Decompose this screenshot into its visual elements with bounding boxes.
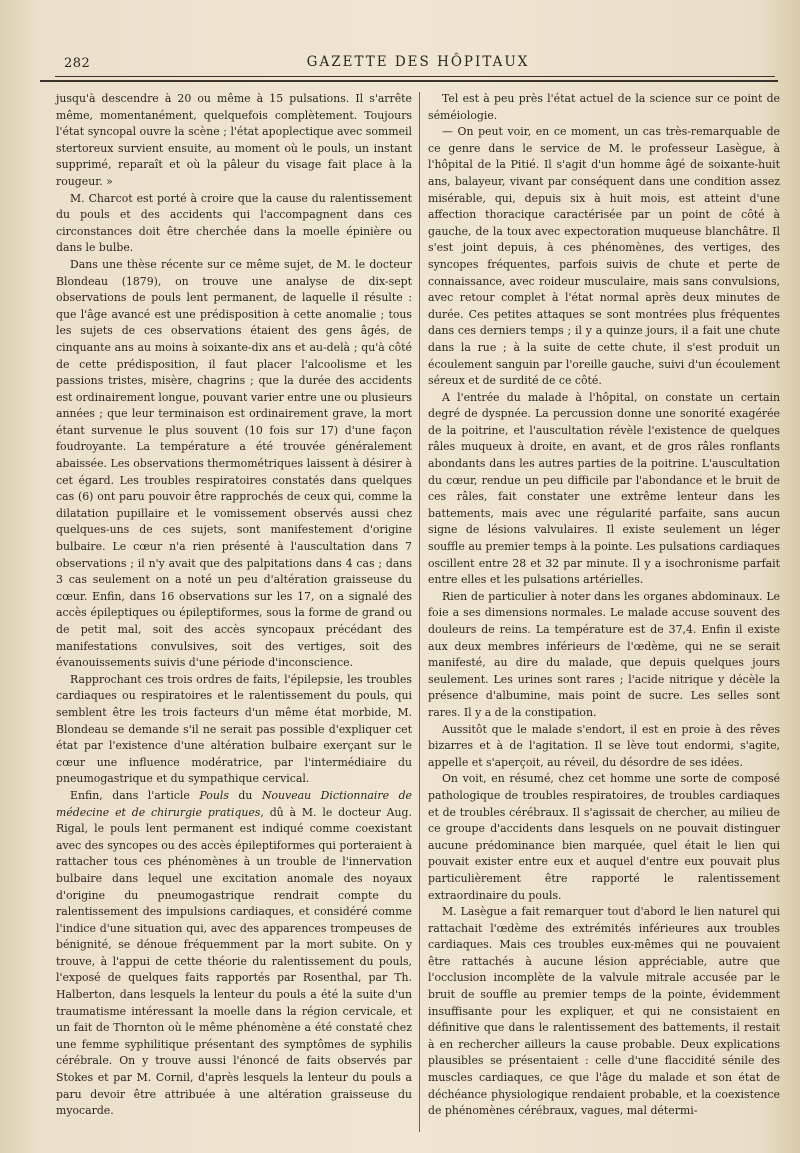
paragraph: On voit, en résumé, chez cet homme une sorte de composé pathologique de troubles respiratoires, de troubles cardiaques et de troubles cérébraux. Il s'agissait de chercher, au milieu de ce groupe d'accidents dans lesquels on ne pouvait distinguer aucune prédominance bien marquée, quel était le lien qui pouvait exister entre eux et auquel d'entre eux pouvait plus particulièrement être rapporté le ralentissement extraordinaire du pouls. bbox=[428, 772, 780, 902]
italic-title: Pouls bbox=[199, 788, 229, 802]
paragraph: Rien de particulier à noter dans les organes abdominaux. Le foie a ses dimensions normales. Le malade accuse souvent des douleurs de reins. La température est de 37,4. Enfin il existe aux deux membres inférieurs de l'œdème, qui ne se serait manifesté, au dire du malade, que depuis quelques jours seulement. Les urines sont rares ; l'acide nitrique y décèle la présence d'albumine, mais point de sucre. Les selles sont rares. Il y a de la constipation. bbox=[428, 589, 780, 719]
paragraph: Dans une thèse récente sur ce même sujet, de M. le docteur Blondeau (1879), on trouve une analyse de dix-sept observations de pouls lent permanent, de laquelle il résulte : que l'âge avancé est une prédisposition à cette anomalie ; tous les sujets de ces observations étaient des gens âgés, de cinquante ans au moins à soixante-dix ans et au-delà ; qu'à côté de cette prédisposition, il faut placer l'alcoolisme et les passions tristes, misère, chagrins ; que la durée des accidents est ordinairement longue, pouvant varier entre une ou plusieurs années ; que leur terminaison est ordinairement grave, la mort étant survenue le plus souvent (10 fois sur 17) d'une façon foudroyante. La température a été trouvée généralement abaissée. Les observations thermométriques laissent à désirer à cet égard. Les troubles respiratoires constatés dans quelques cas (6) ont paru pouvoir être rapprochés de ceux qui, comme la dilatation pupillaire et le vomissement observés aussi chez quelques-uns de ces sujets, sont manifestement d'origine bulbaire. Le cœur n'a rien présenté à l'auscultation dans 7 observations ; il n'y avait que des palpitations dans 4 cas ; dans 3 cas seulement on a noté un peu d'altération graisseuse du cœur. Enfin, dans 16 observations sur les 17, on a signalé des accès épileptiques ou épileptiformes, sous la forme de grand ou de petit mal, soit des accès syncopaux précédant des manifestations convulsives, soit des vertiges, soit des évanouissements suivis d'une période d'inconscience. bbox=[56, 257, 412, 670]
page-header bbox=[58, 52, 778, 76]
page-number: 282 bbox=[64, 56, 91, 71]
paragraph: — On peut voir, en ce moment, un cas très-remarquable de ce genre dans le service de M. le professeur Lasègue, à l'hôpital de la Pitié. Il s'agit d'un homme âgé de soixante-huit ans, balayeur, vivant par conséquent dans une condition assez misérable, qui, depuis six à huit mois, est atteint d'une affection thoracique caractérisée par un point de côté à gauche, de la toux avec expectoration muqueuse blanchâtre. Il s'est joint depuis, à ces phénomènes, des vertiges, des syncopes fréquentes, parfois suivis de chute et perte de connaissance, avec roideur musculaire, mais sans convulsions, avec retour complet à l'état normal après deux minutes de durée. Ces petites attaques se sont montrées plus fréquentes dans ces derniers temps ; il y a quinze jours, il a fait une chute dans la rue ; à la suite de cette chute, il s'est produit un écoulement sanguin par l'oreille gauche, suivi d'un écoulement séreux et de surdité de ce côté. bbox=[428, 125, 780, 388]
header-rule-thick bbox=[40, 80, 778, 82]
column-divider bbox=[419, 92, 420, 1132]
paragraph-article bbox=[56, 788, 412, 1120]
paragraph: A l'entrée du malade à l'hôpital, on constate un certain degré de dyspnée. La percussion donne une sonorité exagérée de la poitrine, et l'auscultation révèle l'existence de quelques râles muqueux à droite, en avant, et de gros râles ronflants abondants dans les autres parties de la poitrine. L'auscultation du cœur, rendue un peu difficile par l'abondance et le bruit de ces râles, fait constater une extrême lenteur dans les battements, mais avec une régularité parfaite, sans aucun signe de lésions valvulaires. Il existe seulement un léger souffle au premier temps à la pointe. Les pulsations cardiaques oscillent entre 28 et 32 par minute. Il y a isochronisme parfait entre elles et les pulsations artérielles. bbox=[428, 390, 780, 587]
paragraph: Aussitôt que le malade s'endort, il est en proie à des rêves bizarres et à de l'agitation. Il se lève tout endormi, s'agite, appelle et s'aperçoit, au réveil, du désordre de ses idées. bbox=[428, 722, 780, 769]
right-column bbox=[428, 91, 780, 1120]
text-run: Enfin, dans l'article bbox=[70, 788, 200, 802]
italic-title: Nouveau Dictionnaire de médecine et de chirurgie pratiques bbox=[56, 788, 412, 819]
paragraph: Tel est à peu près l'état actuel de la science sur ce point de séméiologie. bbox=[428, 92, 780, 122]
paragraph: M. Charcot est porté à croire que la cause du ralentissement du pouls et des accidents qui l'accompagnent dans ces circonstances doit être cherchée dans la moelle épinière ou dans le bulbe. bbox=[56, 191, 412, 255]
paragraph: Rapprochant ces trois ordres de faits, l'épilepsie, les troubles cardiaques ou respiratoires et le ralentissement du pouls, qui semblent être les trois facteurs d'un même état morbide, M. Blondeau se demande s'il ne serait pas possible d'expliquer cet état par l'existence d'une altération bulbaire exerçant sur le cœur une influence modératrice, par l'intermédiaire du pneumogastrique et du sympathique cervical. bbox=[56, 672, 412, 786]
paragraph: jusqu'à descendre à 20 ou même à 15 pulsations. Il s'arrête même, momentanément, quelquefois complètement. Toujours l'état syncopal ouvre la scène ; l'état apoplectique avec sommeil stertoreux survient ensuite, au moment où le pouls, un instant supprimé, reparaît et où la pâleur du visage fait place à la rougeur. » bbox=[56, 92, 412, 188]
text-run: , dû à M. le docteur Aug. Rigal, le pouls lent permanent est indiqué comme coexistant avec des syncopes ou des accès épileptiformes qui porteraient à rattacher tous ces phénomènes à un trouble de l'innervation bulbaire dans lequel une excitation anomale des noyaux d'origine du pneumogastrique rendrait compte du ralentissement des impulsions cardiaques, et considéré comme l'indice d'une situation qui, avec des apparences trompeuses de bénignité, se dénoue fréquemment par la mort subite. On y trouve, à l'appui de cette théorie du ralentissement du pouls, l'exposé de quelques faits rapportés par Rosenthal, par Th. Halberton, dans lesquels la lenteur du pouls a été la suite d'un traumatisme intéressant la moelle dans la région cervicale, et un fait de Thornton où le même phénomène a été constaté chez une femme syphilitique présentant des symptômes de syphilis cérébrale. On y trouve aussi l'énoncé de faits observés par Stokes et par M. Cornil, d'après lesquels la lenteur du pouls a paru devoir être attribuée à une altération graisseuse du myocarde. bbox=[56, 805, 412, 1118]
paragraph: M. Lasègue a fait remarquer tout d'abord le lien naturel qui rattachait l'œdème des extrémités inférieures aux troubles cardiaques. Mais ces troubles eux-mêmes qui ne pouvaient être rattachés à aucune lésion appréciable, autre que l'occlusion incomplète de la valvule mitrale accusée par le bruit de souffle au premier temps de la pointe, évidemment insuffisante pour les expliquer, et qui ne consistaient en définitive que dans le ralentissement des battements, il restait à en rechercher ailleurs la cause probable. Deux explications plausibles se présentaient : celle d'une flaccidité sénile des muscles cardiaques, ce que l'âge du malade et son état de déchéance physiologique rendaient probable, et la coexistence de phénomènes cérébraux, vagues, mal détermi- bbox=[428, 905, 780, 1118]
header-rule bbox=[55, 76, 775, 77]
text-run: du bbox=[228, 788, 262, 802]
left-column bbox=[56, 91, 412, 1120]
running-title: GAZETTE DES HÔPITAUX bbox=[306, 54, 530, 70]
